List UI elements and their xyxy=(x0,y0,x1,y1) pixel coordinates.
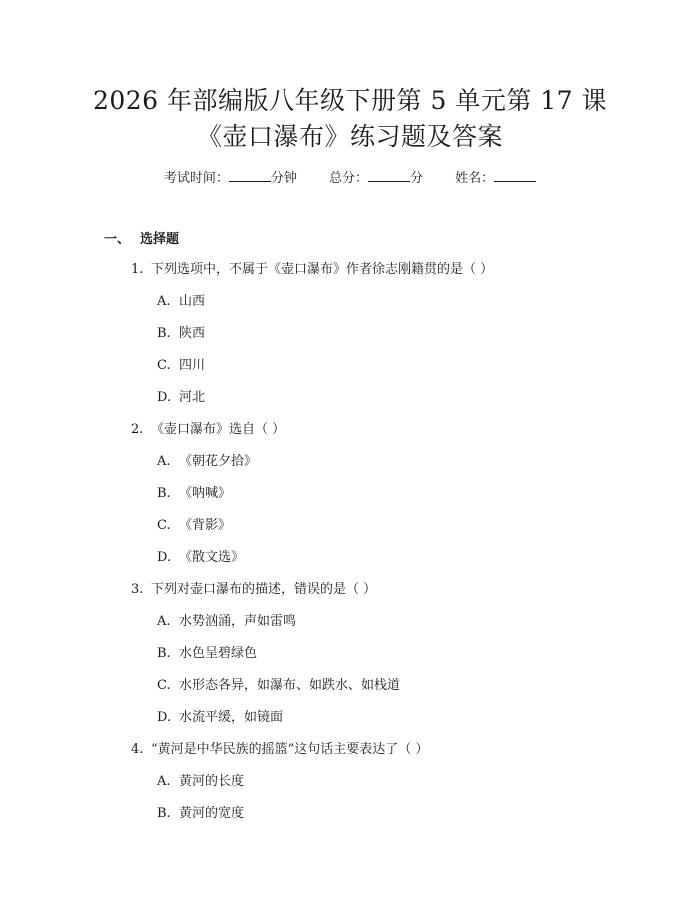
exam-time-unit: 分钟 xyxy=(270,171,297,186)
question-2-option-d xyxy=(157,548,244,568)
option-text: 水流平缓，如镜面 xyxy=(179,710,284,725)
exam-time-label: 考试时间： xyxy=(163,171,229,186)
option-letter: C. xyxy=(157,358,171,373)
section-title: 选择题 xyxy=(140,232,180,247)
question-3 xyxy=(131,580,376,600)
document-title-line-2: 《壶口瀑布》练习题及答案 xyxy=(196,122,503,151)
option-text: 《朝花夕拾》 xyxy=(179,454,258,469)
option-text: 《背影》 xyxy=(179,518,232,533)
option-letter: D. xyxy=(157,550,172,565)
question-3-option-a xyxy=(157,612,296,632)
question-4-option-b xyxy=(157,804,244,824)
option-text: 黄河的长度 xyxy=(179,774,245,789)
question-text: 下列选项中，不属于《壶口瀑布》作者徐志刚籍贯的是（ ） xyxy=(151,262,494,277)
question-4 xyxy=(131,740,428,760)
question-2-option-c xyxy=(157,516,231,536)
option-letter: C. xyxy=(157,518,171,533)
question-2 xyxy=(131,420,285,440)
question-3-option-c xyxy=(157,676,400,696)
option-letter: B. xyxy=(157,646,171,661)
question-text: “黄河是中华民族的摇篮”这句话主要表达了（ ） xyxy=(151,742,429,757)
option-letter: B. xyxy=(157,486,171,501)
option-letter: C. xyxy=(157,678,171,693)
option-letter: D. xyxy=(157,710,172,725)
question-2-option-a xyxy=(157,452,257,472)
exam-time-field xyxy=(164,168,297,189)
total-score-label: 总分： xyxy=(328,171,368,186)
question-text: 《壶口瀑布》选自（ ） xyxy=(151,422,286,437)
section-heading xyxy=(104,230,179,250)
exam-time-blank xyxy=(229,168,271,182)
total-score-blank xyxy=(368,168,410,182)
question-text: 下列对壶口瀑布的描述，错误的是（ ） xyxy=(151,582,377,597)
question-1-option-d xyxy=(157,388,205,408)
option-letter: A. xyxy=(157,774,171,789)
question-1-option-a xyxy=(157,292,205,312)
option-letter: B. xyxy=(157,806,171,821)
option-text: 水势汹涌，声如雷鸣 xyxy=(179,614,297,629)
option-text: 《呐喊》 xyxy=(179,486,232,501)
student-name-field xyxy=(455,168,536,189)
question-3-option-b xyxy=(157,644,257,664)
question-number: 4. xyxy=(131,742,144,757)
total-score-field xyxy=(329,168,423,189)
option-text: 四川 xyxy=(179,358,206,373)
option-text: 陕西 xyxy=(179,326,206,341)
question-3-option-d xyxy=(157,708,283,728)
option-letter: A. xyxy=(157,614,171,629)
option-letter: A. xyxy=(157,454,171,469)
option-text: 水色呈碧绿色 xyxy=(179,646,258,661)
question-1-option-b xyxy=(157,324,205,344)
option-letter: A. xyxy=(157,294,171,309)
student-name-label: 姓名： xyxy=(455,171,495,186)
total-score-unit: 分 xyxy=(410,171,424,186)
exam-meta xyxy=(0,168,700,189)
question-1-option-c xyxy=(157,356,205,376)
option-text: 水形态各异，如瀑布、如跌水、如栈道 xyxy=(179,678,401,693)
option-text: 河北 xyxy=(179,390,206,405)
section-number: 一、 xyxy=(104,232,131,247)
option-text: 《散文选》 xyxy=(179,550,245,565)
question-number: 3. xyxy=(131,582,144,597)
question-4-option-a xyxy=(157,772,244,792)
student-name-blank xyxy=(494,168,536,182)
question-1 xyxy=(131,260,493,280)
option-text: 黄河的宽度 xyxy=(179,806,245,821)
option-letter: B. xyxy=(157,326,171,341)
question-number: 2. xyxy=(131,422,144,437)
question-2-option-b xyxy=(157,484,231,504)
document-title-line-1: 2026 年部编版八年级下册第 5 单元第 17 课 xyxy=(92,86,608,115)
option-letter: D. xyxy=(157,390,172,405)
option-text: 山西 xyxy=(179,294,206,309)
question-number: 1. xyxy=(131,262,144,277)
